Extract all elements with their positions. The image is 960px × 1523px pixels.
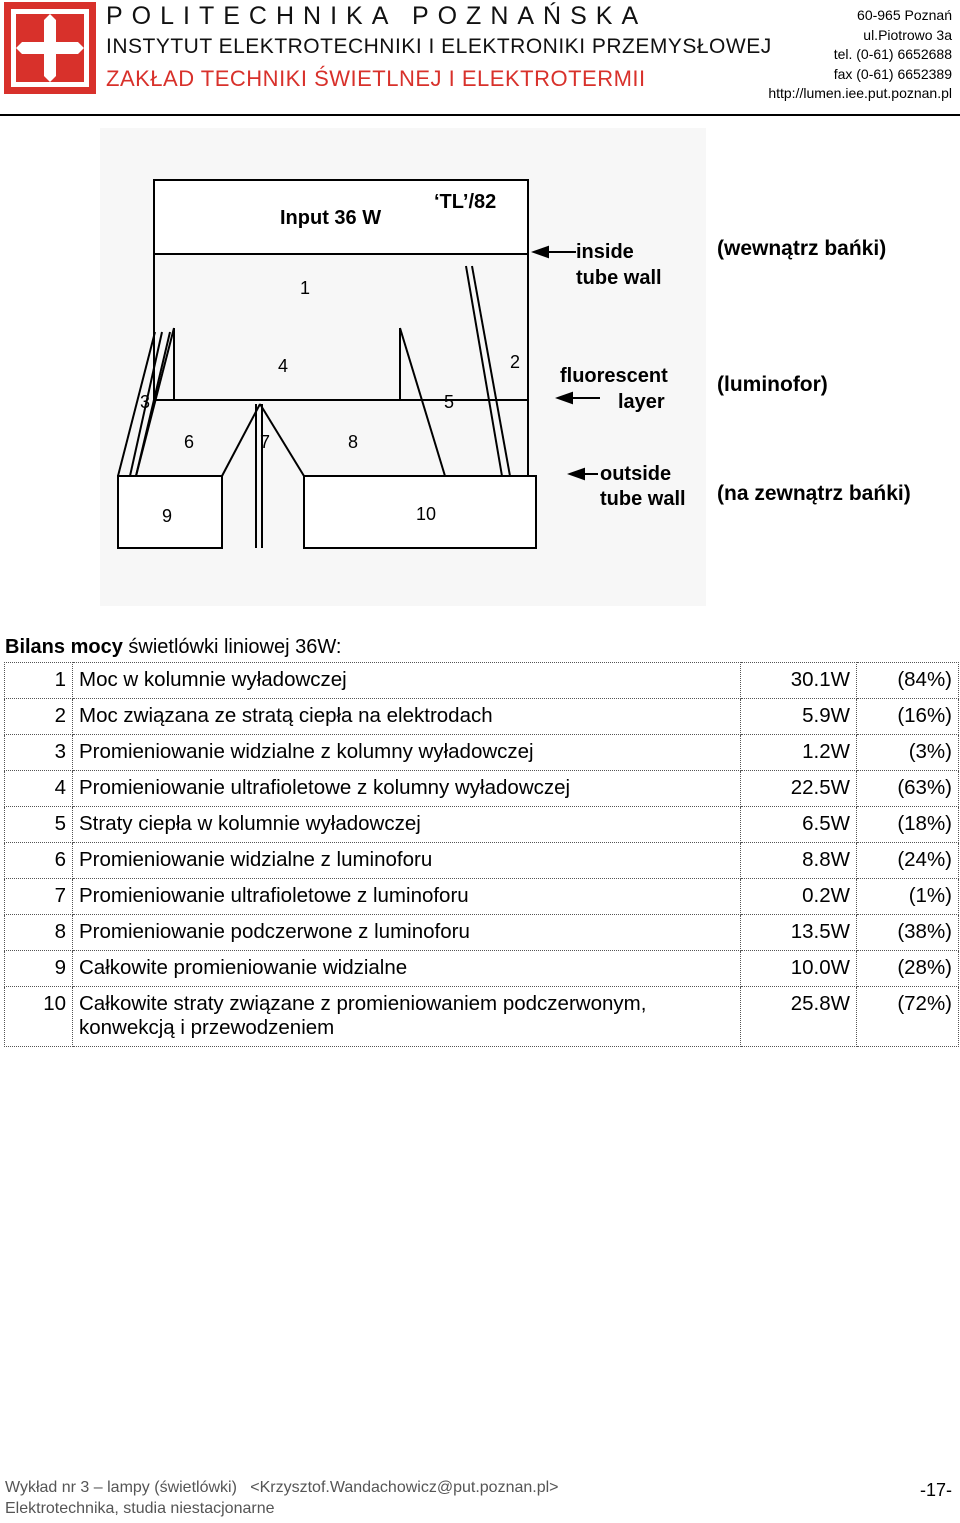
row-power: 6.5W: [741, 807, 857, 843]
note-inside: (wewnątrz bańki): [717, 237, 887, 260]
page-header: [0, 0, 960, 118]
page-number: -17-: [919, 1480, 952, 1500]
diagram-number: 4: [278, 356, 289, 376]
row-number: 4: [5, 771, 73, 807]
row-description: Straty ciepła w kolumnie wyładowczej: [73, 807, 741, 843]
row-number: 9: [5, 951, 73, 987]
caption-rest: świetlówki liniowej 36W:: [122, 636, 342, 658]
row-number: 3: [5, 735, 73, 771]
inside-label: tube wall: [576, 267, 662, 289]
address-line: 60-965 Poznań: [857, 7, 952, 23]
row-power: 10.0W: [741, 951, 857, 987]
row-description: Moc w kolumnie wyładowczej: [73, 663, 741, 699]
diagram-number: 6: [184, 432, 195, 452]
row-percent: (24%): [857, 843, 959, 879]
power-balance-table: [4, 662, 959, 1047]
row-power: 22.5W: [741, 771, 857, 807]
diagram-number: 8: [348, 432, 359, 452]
lamp-type-label: ‘TL’/82: [434, 191, 497, 213]
footer-lecture-line: Wykład nr 3 – lampy (świetlówki) <Krzysztof.Wandachowicz@put.poznan.pl>: [5, 1479, 559, 1496]
outside-label: tube wall: [600, 488, 686, 510]
footer-course-line: Elektrotechnika, studia niestacjonarne: [5, 1500, 275, 1517]
table-row: [5, 843, 959, 879]
row-description: Promieniowanie ultrafioletowe z kolumny wyładowczej: [73, 771, 741, 807]
row-number: 5: [5, 807, 73, 843]
address-block: [768, 6, 952, 104]
row-number: 10: [5, 987, 73, 1047]
header-divider: [0, 114, 960, 116]
note-phosphor: (luminofor): [717, 373, 828, 396]
phone-line: tel. (0-61) 6652688: [833, 46, 952, 62]
row-power: 5.9W: [741, 699, 857, 735]
address-line: ul.Piotrowo 3a: [863, 26, 952, 43]
diagram-number: 1: [300, 278, 311, 298]
row-percent: (3%): [857, 735, 959, 771]
row-power: 1.2W: [741, 735, 857, 771]
row-percent: (63%): [857, 771, 959, 807]
row-power: 25.8W: [741, 987, 857, 1047]
row-number: 1: [5, 663, 73, 699]
row-description: Promieniowanie ultrafioletowe z luminoforu: [73, 879, 741, 915]
input-label: Input 36 W: [280, 207, 382, 229]
table-row: [5, 915, 959, 951]
phosphor-label: layer: [618, 391, 665, 413]
row-number: 7: [5, 879, 73, 915]
fax-line: fax (0-61) 6652389: [833, 65, 952, 82]
table-row: [5, 987, 959, 1047]
row-number: 6: [5, 843, 73, 879]
row-percent: (38%): [857, 915, 959, 951]
page-footer: [5, 1477, 559, 1519]
university-name: POLITECHNIKA POZNAŃSKA: [106, 2, 648, 30]
row-description: Promieniowanie widzialne z luminoforu: [73, 843, 741, 879]
row-percent: (1%): [857, 879, 959, 915]
table-row: [5, 663, 959, 699]
caption-bold: Bilans mocy: [5, 636, 123, 658]
table-row: [5, 699, 959, 735]
outside-label: outside: [600, 463, 672, 485]
table-row: [5, 771, 959, 807]
row-power: 0.2W: [741, 879, 857, 915]
row-description: Całkowite promieniowanie widzialne: [73, 951, 741, 987]
diagram-number: 2: [510, 352, 521, 372]
table-row: [5, 951, 959, 987]
row-power: 30.1W: [741, 663, 857, 699]
row-percent: (16%): [857, 699, 959, 735]
row-description: Moc związana ze stratą ciepła na elektrodach: [73, 699, 741, 735]
energy-flow-diagram: [100, 128, 706, 606]
row-number: 8: [5, 915, 73, 951]
institute-name: INSTYTUT ELEKTROTECHNIKI I ELEKTRONIKI PRZEMYSŁOWEJ: [106, 35, 772, 58]
diagram-number: 5: [444, 392, 455, 412]
diagram-number: 3: [140, 392, 151, 412]
diagram-number: 7: [260, 432, 271, 452]
row-description: Całkowite straty związane z promieniowaniem podczerwonym, konwekcją i przewodzeniem: [73, 987, 741, 1047]
diagram-number: 10: [416, 504, 437, 524]
diagram-number: 9: [162, 506, 173, 526]
row-power: 8.8W: [741, 843, 857, 879]
inside-label: inside: [576, 241, 634, 263]
row-percent: (18%): [857, 807, 959, 843]
university-logo: [4, 2, 96, 94]
note-outside: (na zewnątrz bańki): [717, 482, 911, 505]
table-caption: [5, 636, 341, 659]
row-power: 13.5W: [741, 915, 857, 951]
row-number: 2: [5, 699, 73, 735]
table-row: [5, 807, 959, 843]
row-percent: (28%): [857, 951, 959, 987]
table-row: [5, 879, 959, 915]
phosphor-label: fluorescent: [560, 365, 668, 387]
row-description: Promieniowanie widzialne z kolumny wyładowczej: [73, 735, 741, 771]
row-percent: (84%): [857, 663, 959, 699]
row-description: Promieniowanie podczerwone z luminoforu: [73, 915, 741, 951]
department-name: ZAKŁAD TECHNIKI ŚWIETLNEJ I ELEKTROTERMII: [106, 66, 646, 91]
row-percent: (72%): [857, 987, 959, 1047]
website-link[interactable]: http://lumen.iee.put.poznan.pl: [768, 85, 952, 101]
table-row: [5, 735, 959, 771]
